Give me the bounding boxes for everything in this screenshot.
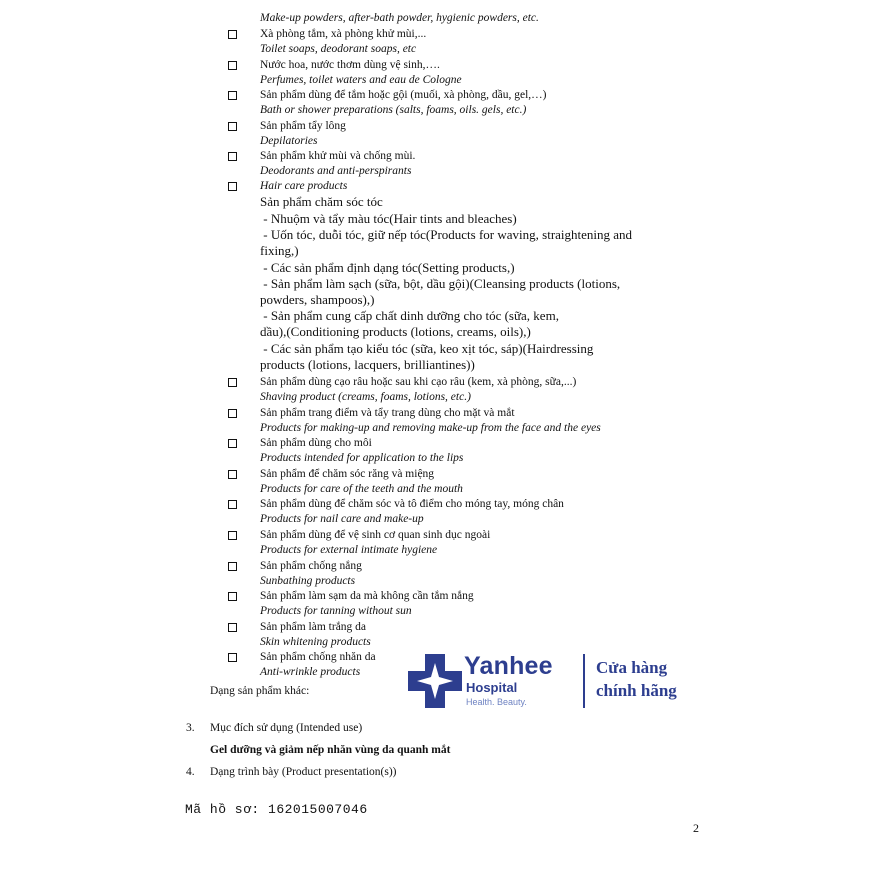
item-vi-label: Sản phẩm dùng để vệ sinh cơ quan sinh dục ngoài <box>260 529 491 541</box>
other-form-label: Dạng sản phẩm khác: <box>210 685 310 697</box>
hair-line: products (lotions, lacquers, brilliantines)) <box>260 356 475 372</box>
checkbox-hair[interactable] <box>228 182 237 191</box>
item-en-label: Products for making-up and removing make-up from the face and the eyes <box>260 421 601 434</box>
item-en-label: Products for tanning without sun <box>260 605 412 618</box>
brand-sub: Hospital <box>466 680 518 695</box>
section4-number: 4. <box>186 766 195 778</box>
item-en-label: Bath or shower preparations (salts, foams, oils. gels, etc.) <box>260 104 527 116</box>
item-en-label: Shaving product (creams, foams, lotions, etc.) <box>260 391 471 403</box>
item-en-label: Products for nail care and make-up <box>260 513 424 526</box>
checkbox-a-4[interactable] <box>228 152 237 161</box>
store-line-2: chính hãng <box>596 681 677 700</box>
item-en-label: Sunbathing products <box>260 574 356 587</box>
hair-line: dầu),(Conditioning products (lotions, creams, oils),) <box>260 324 531 340</box>
logo-divider <box>583 654 585 708</box>
hair-line: powders, shampoos),) <box>260 292 375 307</box>
item-en-label: Deodorants and anti-perspirants <box>260 165 412 177</box>
item-vi-label: Sản phẩm để chăm sóc răng và miệng <box>260 467 435 480</box>
checkbox-b-4[interactable] <box>228 500 237 509</box>
cross-star-icon <box>408 654 462 708</box>
checkbox-b-0[interactable] <box>228 378 237 387</box>
hair-vi-title: Sản phẩm chăm sóc tóc <box>260 194 383 209</box>
hair-line: - Sản phẩm làm sạch (sữa, bột, dầu gội)(Cleansing products (lotions, <box>260 275 621 291</box>
hair-line: - Sản phẩm cung cấp chất dinh dưỡng cho tóc (sữa, kem, <box>260 308 559 324</box>
item-vi-label: Sản phẩm tẩy lông <box>260 119 346 132</box>
item-vi-label: Xà phòng tắm, xà phòng khử mùi,... <box>260 28 427 40</box>
store-line-1: Cửa hàng <box>596 658 668 677</box>
hair-line: - Uốn tóc, duỗi tóc, giữ nếp tóc(Products for waving, straightening and <box>260 227 633 243</box>
item-vi-label: Sản phẩm khử mùi và chống mùi. <box>260 150 416 162</box>
item-en-label: Perfumes, toilet waters and eau de Cologne <box>260 73 462 86</box>
item-vi-label: Sản phẩm chống nhăn da <box>260 651 376 664</box>
item-en-label: Toilet soaps, deodorant soaps, etc <box>260 43 417 55</box>
section3-number: 3. <box>186 722 195 734</box>
checkbox-b-8[interactable] <box>228 623 237 632</box>
item-vi-label: Sản phẩm dùng để chăm sóc và tô điểm cho móng tay, móng chân <box>260 498 564 511</box>
brand-tagline: Health. Beauty. <box>466 697 527 707</box>
item-vi-label: Sản phẩm làm trắng da <box>260 620 367 633</box>
hair-line: fixing,) <box>260 243 299 259</box>
file-code: Mã hồ sơ: 162015007046 <box>185 802 368 817</box>
hair-en-label: Hair care products <box>260 180 348 192</box>
item-en-label: Anti-wrinkle products <box>260 666 361 679</box>
item-en-label: Skin whitening products <box>260 635 371 648</box>
hair-line: - Các sản phẩm định dạng tóc(Setting products,) <box>260 259 515 275</box>
item-vi-label: Sản phẩm làm sạm da mà không cần tắm nắng <box>260 590 474 603</box>
section3-label: Mục đích sử dụng (Intended use) <box>210 722 363 734</box>
checkbox-b-7[interactable] <box>228 592 237 601</box>
hair-line: - Nhuộm và tẩy màu tóc(Hair tints and bleaches) <box>260 211 517 226</box>
section4-label: Dạng trình bày (Product presentation(s)) <box>210 766 397 778</box>
checkbox-a-3[interactable] <box>228 122 237 131</box>
item-vi-label: Sản phẩm trang điểm và tẩy trang dùng cho mặt và mắt <box>260 406 515 419</box>
checkbox-b-1[interactable] <box>228 409 237 418</box>
checkbox-b-3[interactable] <box>228 470 237 479</box>
checkbox-b-5[interactable] <box>228 531 237 540</box>
checkbox-a-1[interactable] <box>228 61 237 70</box>
checkbox-b-9[interactable] <box>228 653 237 662</box>
page-number: 2 <box>693 821 699 835</box>
brand-name: Yanhee <box>464 652 553 680</box>
checkbox-b-2[interactable] <box>228 439 237 448</box>
hair-line: - Các sản phẩm tạo kiểu tóc (sữa, keo xịt tóc, sáp)(Hairdressing <box>260 340 594 356</box>
checkbox-a-2[interactable] <box>228 91 237 100</box>
item-vi-label: Sản phẩm dùng để tắm hoặc gội (muối, xà phòng, dầu, gel,…) <box>260 89 547 101</box>
section3-value: Gel dưỡng và giảm nếp nhăn vùng da quanh mắt <box>210 744 451 756</box>
item-en-label: Products for care of the teeth and the mouth <box>260 482 463 495</box>
item-vi-label: Nước hoa, nước thơm dùng vệ sinh,…. <box>260 58 440 71</box>
item-vi-label: Sản phẩm chống nắng <box>260 559 362 572</box>
item-vi-label: Sản phẩm dùng cạo râu hoặc sau khi cạo râu (kem, xà phòng, sữa,...) <box>260 376 577 388</box>
item-en-label: Products intended for application to the lips <box>260 452 464 465</box>
checkbox-a-0[interactable] <box>228 30 237 39</box>
item-en-label: Depilatories <box>260 134 318 147</box>
yanhee-logo <box>408 652 698 712</box>
item-en-label: Products for external intimate hygiene <box>260 544 438 556</box>
item-vi-label: Sản phẩm dùng cho môi <box>260 437 372 450</box>
top-line: Make-up powders, after-bath powder, hygienic powders, etc. <box>260 12 539 24</box>
checkbox-b-6[interactable] <box>228 562 237 571</box>
